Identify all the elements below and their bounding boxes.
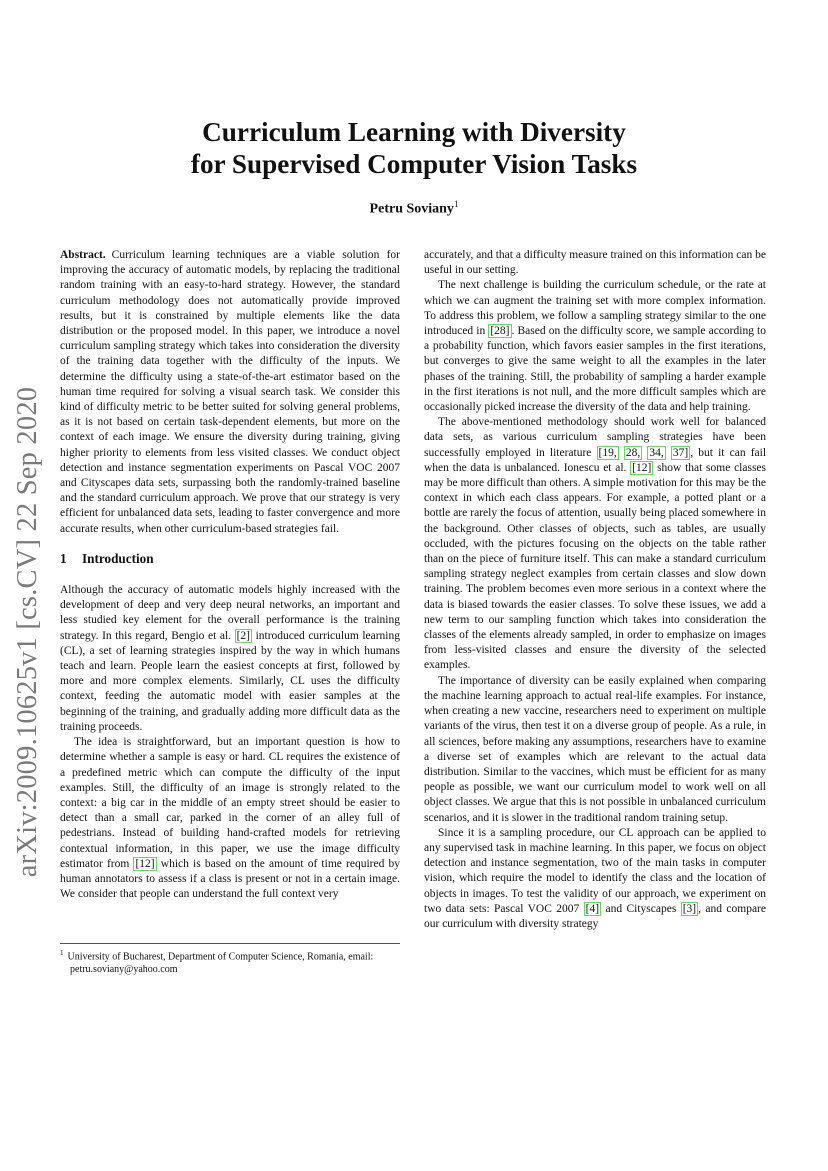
paragraph-text: Although the accuracy of automatic models highly increased with the development of deep and very deep neural networks, an important and less studied key element for the overall performance is the training strategy. In this regard, Bengio et al.	[60, 584, 400, 642]
paragraph-text: , and compare our curriculum with diversity strategy	[424, 902, 766, 930]
author-line	[0, 199, 828, 218]
section-number: 1	[60, 550, 67, 566]
paragraph-text: accurately, and that a difficulty measure trained on this information can be useful in our setting.	[424, 249, 766, 277]
arxiv-sidebar	[8, 362, 48, 902]
paragraph-text: , but it can fail when the data is unbalanced. Ionescu et al.	[424, 446, 767, 474]
paragraph-text: Since it is a sampling procedure, our CL approach can be applied to any supervised task in machine learning. In this paper, we focus on object detection and instance segmentation, two of the main tasks in computer vision, which require the model to identify the class and the location of objects in images. To test the validity of our approach, we experiment on two data sets: Pascal VOC 2007	[424, 826, 766, 915]
right-column	[424, 248, 766, 932]
paragraph-text: show that some classes may be more difficult than others. A simple motivation for this may be the context in which each class appears. For example, a potted plant or a bottle are rarely the focus of attention, usually being placed somewhere in the background. Other classes of objects, such as tables, are usually occluded, with the pictures focusing on the objects on the table rather than on the piece of furniture itself. This can make a standard curriculum sampling strategy neglect examples from certain classes and slow down training. The problem becomes even more serious in a context where the data is biased towards the easier classes. To solve these issues, we add a new term to our sampling function which takes into consideration the classes of the elements already sampled, in order to emphasize on images from less-visited classes and ensure the diversity of the selected examples.	[424, 461, 767, 672]
paragraph-text: The importance of diversity can be easily explained when comparing the machine learning approach to actual real-life examples. For instance, when creating a new vaccine, researchers need to experiment on multiple variants of the virus, then test it on a diverse group of people. As a rule, in all sciences, before making any assumptions, researchers have to examine a diverse set of examples which are relevant to the actual data distribution. Similar to the vaccines, which must be efficient for as many people as possible, we want our curriculum model to work well on all object classes. We argue that this is not possible in unbalanced curriculum scenarios, and it is slower in the traditional random training setup.	[424, 674, 766, 824]
footnote	[60, 943, 400, 977]
paragraph-text: The idea is straightforward, but an important question is how to determine whether a sample is easy or hard. CL requires the existence of a predefined metric which can compute the difficulty of the input examples. Still, the difficulty of an image is strongly related to the context: a big car in the middle of an empty street should be easier to detect than a small car, parked in the corner of an alley full of pedestrians. Instead of building hand-crafted models for retrieving contextual information, in this paper, we use the image difficulty estimator from	[60, 736, 400, 870]
footnote-body	[60, 947, 400, 977]
paragraph-text: and Cityscapes	[601, 902, 681, 915]
citation-link[interactable]: 37]	[672, 446, 689, 459]
citation-link[interactable]: [28]	[490, 325, 510, 338]
arxiv-identifier[interactable]: arXiv:2009.10625v1 [cs.CV] 22 Sep 2020	[12, 386, 43, 878]
paragraph	[60, 583, 400, 735]
paragraph-text: which is based on the amount of time required by human annotators to assess if a class is present or not in a certain image. We consider that people can understand the full context very	[60, 857, 400, 901]
abstract	[60, 248, 400, 537]
paragraph	[424, 415, 766, 673]
citation-link[interactable]: [3]	[682, 902, 697, 915]
paragraph	[424, 674, 766, 826]
paragraph	[424, 826, 766, 932]
citation-link[interactable]: [12]	[135, 857, 155, 870]
citation-link[interactable]: 34,	[649, 446, 664, 459]
footnote-mark: 1	[60, 949, 64, 957]
citation-link[interactable]: [12]	[632, 461, 652, 474]
citation-link[interactable]: [2]	[236, 629, 251, 642]
paragraph	[424, 278, 766, 415]
paragraph	[60, 735, 400, 902]
author-name: Petru Soviany	[369, 201, 454, 217]
paragraph-text: introduced curriculum learning (CL), a set of learning strategies inspired by the way in which humans teach and learn. People learn the easiest concepts at first, followed by more and more complex elements. Similarly, CL uses the difficulty context, feeding the automatic model with easier samples at the beginning of the training, and gradually adding more difficult data as the training proceeds.	[60, 629, 401, 733]
author-footnote-mark[interactable]: 1	[453, 199, 459, 209]
citation-link[interactable]: 28,	[625, 446, 641, 459]
footnote-text: University of Bucharest, Department of Computer Science, Romania, email: petru.soviany@yahoo.com	[67, 951, 374, 975]
paragraph-text: The above-mentioned methodology should work well for balanced data sets, as various curriculum sampling strategies have been successfully employed in literature	[424, 416, 766, 459]
section-title: Introduction	[82, 550, 154, 566]
citation-link[interactable]: [4]	[585, 902, 600, 915]
paragraph	[424, 248, 766, 278]
title-line-2: for Supervised Computer Vision Tasks	[190, 149, 638, 179]
left-column	[60, 248, 400, 902]
citation-link[interactable]: [19,	[598, 446, 617, 459]
paragraph-text: . Based on the difficulty score, we sample according to a probability function, which favors easier samples in the first iterations, but converges to give the same weight to all the examples in the later phases of the training. Still, the probability of sampling a harder example in the first iterations is not null, and the more difficult samples which are occasionally picked increase the diversity of the data and help training.	[424, 325, 766, 414]
abstract-text: Curriculum learning techniques are a viable solution for improving the accuracy of automatic models, by replacing the traditional random training with an easy-to-hard strategy. However, the standard curriculum methodology does not automatically provide improved results, but it is constrained by multiple elements like the data distribution or the proposed model. In this paper, we introduce a novel curriculum sampling strategy which takes into consideration the diversity of the training data together with the difficulty of the inputs. We determine the difficulty using a state-of-the-art estimator based on the human time required for solving a visual search task. We consider this kind of difficulty metric to be better suited for solving general problems, as it is not based on certain task-dependent elements, but more on the context of each image. We ensure the diversity during training, giving higher priority to elements from less visited classes. We conduct object detection and instance segmentation experiments on Pascal VOC 2007 and Cityscapes data sets, surpassing both the randomly-trained baseline and the standard curriculum approach. We prove that our strategy is very efficient for unbalanced data sets, leading to faster convergence and more accurate results, when other curriculum-based strategies fail.	[60, 249, 400, 535]
section-heading	[60, 551, 400, 566]
title-line-1: Curriculum Learning with Diversity	[202, 117, 626, 147]
paper-title	[0, 116, 828, 180]
abstract-label: Abstract.	[60, 249, 106, 261]
paragraph-text: The next challenge is building the curriculum schedule, or the rate at which we can augment the training set with more complex information. To address this problem, we follow a sampling strategy similar to the one introduced in	[424, 279, 766, 338]
